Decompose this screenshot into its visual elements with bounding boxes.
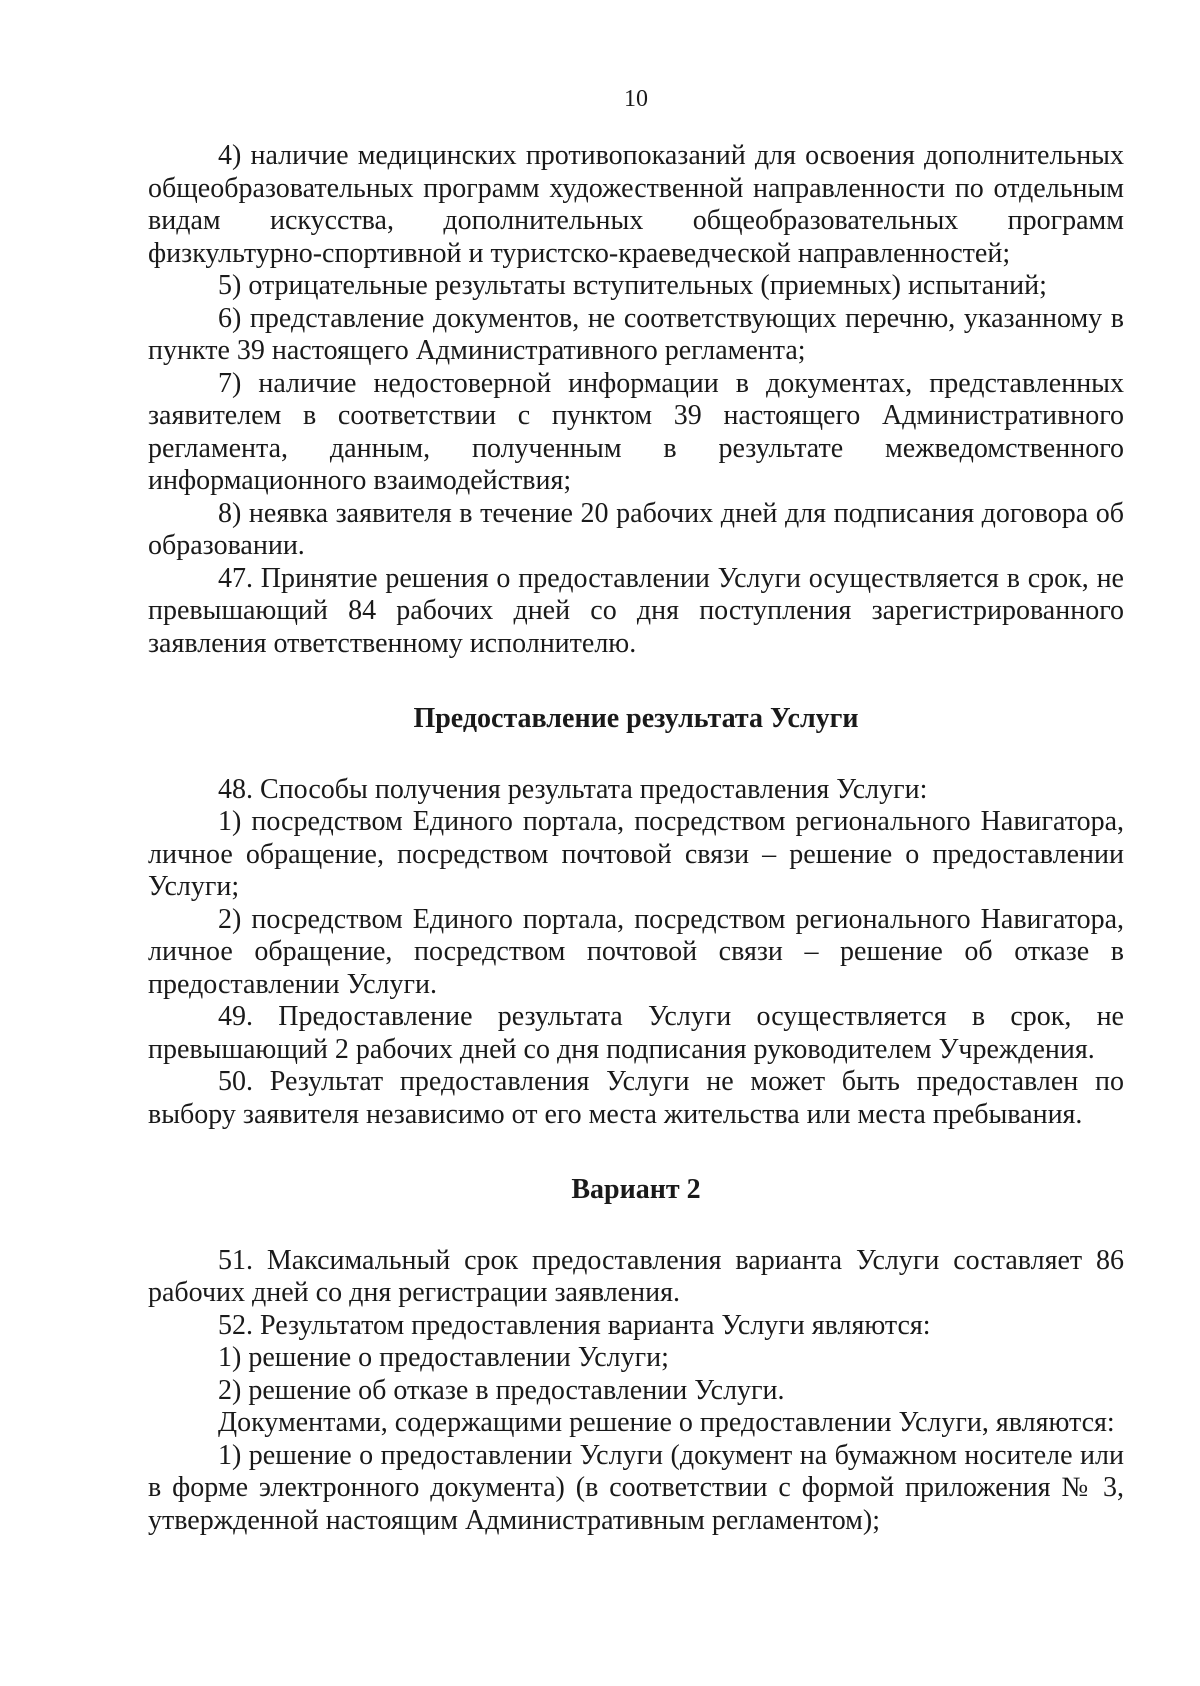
document-page [148, 0, 1124, 1686]
paragraph-item-8: 8) неявка заявителя в течение 20 рабочих дней для подписания договора об образовании. [148, 497, 1124, 561]
paragraph-item-5: 5) отрицательные результаты вступительных (приемных) испытаний; [218, 270, 1047, 301]
paragraph-52-item-1: 1) решение о предоставлении Услуги; [218, 1342, 669, 1373]
paragraph-50: 50. Результат предоставления Услуги не может быть предоставлен по выбору заявителя независимо от его места жительства или места пребывания. [148, 1066, 1124, 1130]
paragraph-51: 51. Максимальный срок предоставления варианта Услуги составляет 86 рабочих дней со дня регистрации заявления. [148, 1244, 1124, 1308]
paragraph-item-7: 7) наличие недостоверной информации в документах, представленных заявителем в соответствии с пунктом 39 настоящего Административного регламента, данным, полученным в результате межведомственного информационного взаимодействия; [148, 367, 1124, 496]
paragraph-documents: Документами, содержащими решение о предоставлении Услуги, являются: [218, 1407, 1115, 1438]
paragraph-49: 49. Предоставление результата Услуги осуществляется в срок, не превышающий 2 рабочих дней со дня подписания руководителем Учреждения. [148, 1001, 1124, 1065]
section-heading-variant-2: Вариант 2 [571, 1174, 701, 1205]
section-heading-result: Предоставление результата Услуги [413, 703, 859, 734]
document-body [148, 140, 1124, 1537]
paragraph-48-item-2: 2) посредством Единого портала, посредством регионального Навигатора, личное обращение, посредством почтовой связи – решение об отказе в предоставлении Услуги. [148, 903, 1124, 1000]
page-number: 10 [624, 86, 648, 112]
paragraph-48: 48. Способы получения результата предоставления Услуги: [218, 773, 928, 805]
paragraph-52: 52. Результатом предоставления варианта Услуги являются: [218, 1309, 931, 1341]
paragraph-52-item-2: 2) решение об отказе в предоставлении Услуги. [218, 1374, 785, 1406]
paragraph-48-item-1: 1) посредством Единого портала, посредством регионального Навигатора, личное обращение, посредством почтовой связи – решение о предоставлении Услуги; [148, 806, 1124, 902]
paragraph-item-4: 4) наличие медицинских противопоказаний для освоения дополнительных общеобразовательных программ художественной направленности по отдельным видам искусства, дополнительных общеобразовательных программ физкультурно-спортивной и туристско-краеведческой направленностей; [148, 140, 1124, 269]
paragraph-47: 47. Принятие решения о предоставлении Услуги осуществляется в срок, не превышающий 84 рабочих дней со дня поступления зарегистрированного заявления ответственному исполнителю. [148, 562, 1124, 659]
paragraph-item-6: 6) представление документов, не соответствующих перечню, указанному в пункте 39 настоящего Административного регламента; [148, 302, 1124, 366]
paragraph-documents-item-1: 1) решение о предоставлении Услуги (документ на бумажном носителе или в форме электронного документа) (в соответствии с формой приложения № 3, утвержденной настоящим Административным регламентом); [148, 1439, 1124, 1536]
